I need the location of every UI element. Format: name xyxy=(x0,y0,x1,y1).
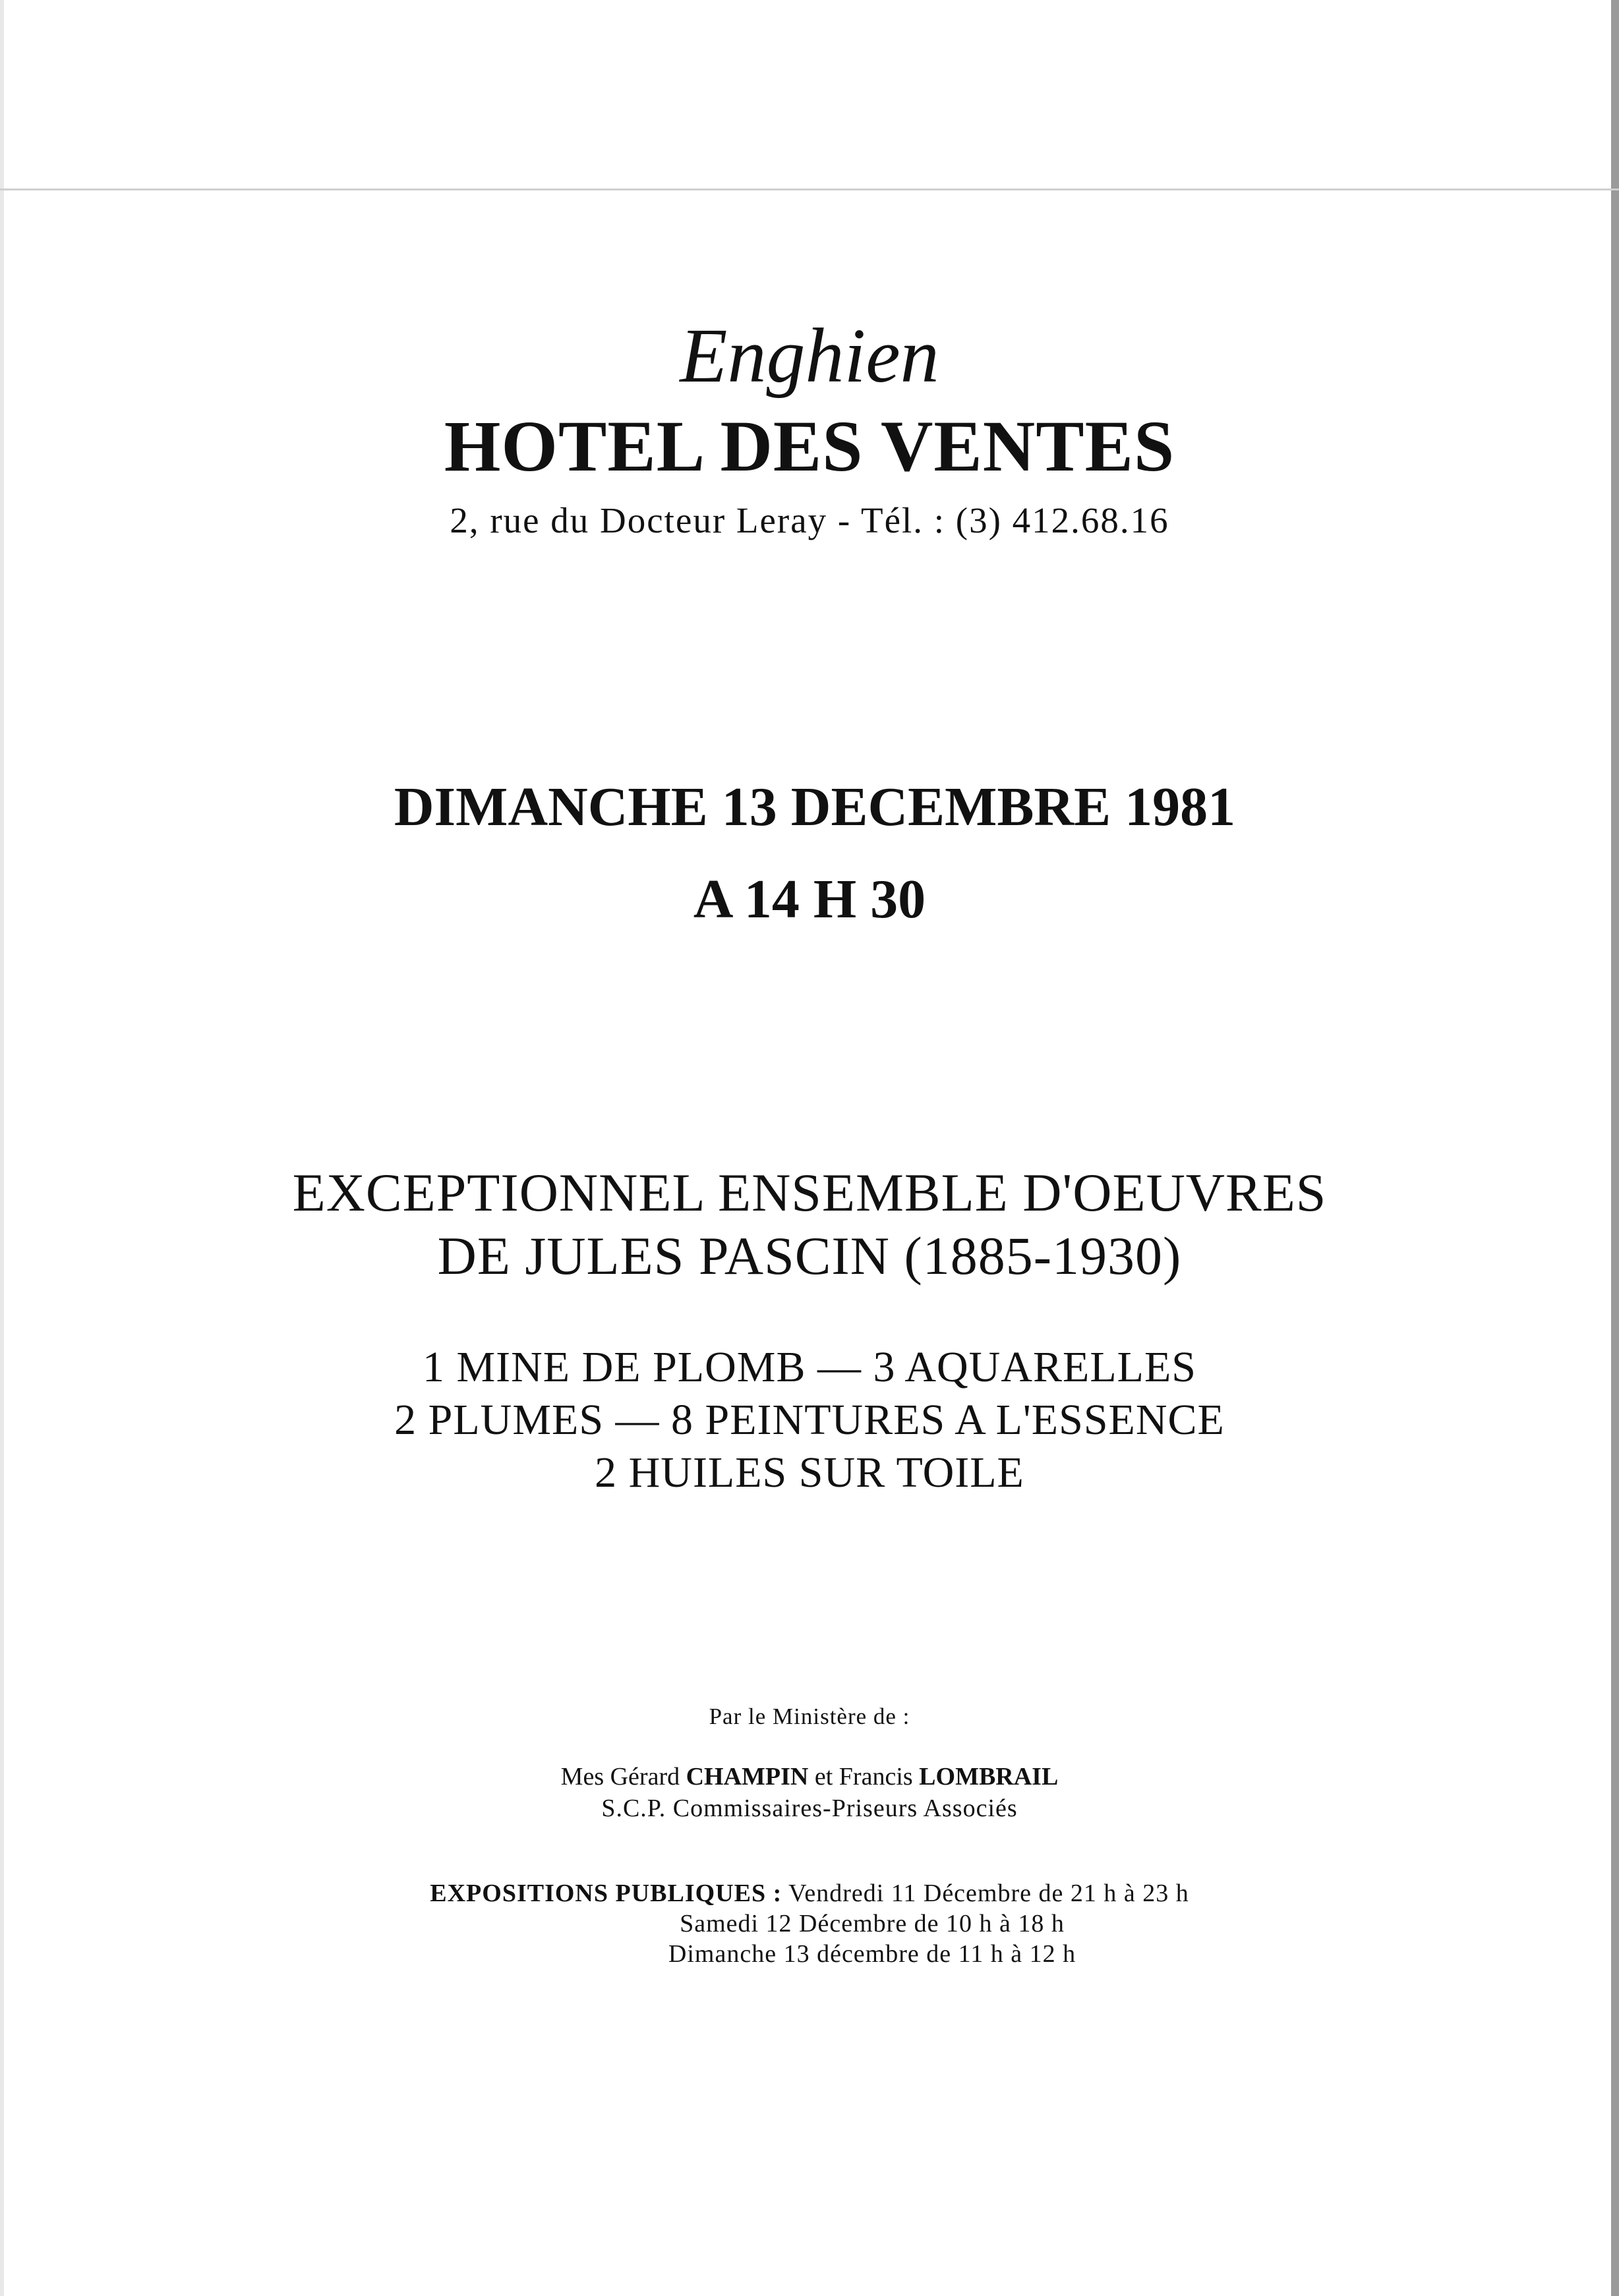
sale-date: DIMANCHE 13 DECEMBRE 1981 xyxy=(394,776,1236,838)
auctioneers-line xyxy=(0,1761,1619,1793)
exposition-row-2 xyxy=(0,1909,1619,1939)
lot-media-line1: 1 MINE DE PLOMB — 3 AQUARELLES xyxy=(422,1343,1196,1391)
auctioneer-prefix: Mes Gérard xyxy=(560,1763,680,1791)
exposition-row-1 xyxy=(0,1878,1619,1909)
auctioneer-name-lombrail: LOMBRAIL xyxy=(919,1763,1059,1791)
lot-media-line3: 2 HUILES SUR TOILE xyxy=(595,1449,1024,1497)
auctioneer-name-champin: CHAMPIN xyxy=(686,1763,809,1791)
lot-title-line2: DE JULES PASCIN (1885-1930) xyxy=(437,1226,1182,1286)
lot-media-line2: 2 PLUMES — 8 PEINTURES A L'ESSENCE xyxy=(394,1396,1225,1444)
exposition-day3: Dimanche 13 décembre de 11 h à 12 h xyxy=(668,1940,1076,1968)
page-fold-line xyxy=(0,188,1619,190)
sale-time: A 14 H 30 xyxy=(693,869,926,930)
ministry-intro: Par le Ministère de : xyxy=(709,1704,910,1729)
hotel-title: HOTEL DES VENTES xyxy=(444,406,1175,486)
exposition-row-3 xyxy=(0,1939,1619,1969)
address-line: 2, rue du Docteur Leray - Tél. : (3) 412.68.16 xyxy=(450,500,1169,540)
exposition-day1: Vendredi 11 Décembre de 21 h à 23 h xyxy=(788,1880,1189,1907)
lot-title-line1: EXCEPTIONNEL ENSEMBLE D'OEUVRES xyxy=(292,1162,1327,1222)
venue-name: Enghien xyxy=(680,312,939,399)
expositions-label: EXPOSITIONS PUBLIQUES : xyxy=(430,1880,782,1907)
auctioneer-joiner: et Francis xyxy=(814,1763,913,1791)
auctioneer-firm: S.C.P. Commissaires-Priseurs Associés xyxy=(601,1794,1018,1822)
exposition-day2: Samedi 12 Décembre de 10 h à 18 h xyxy=(680,1910,1065,1937)
expositions-block xyxy=(0,1878,1619,1969)
